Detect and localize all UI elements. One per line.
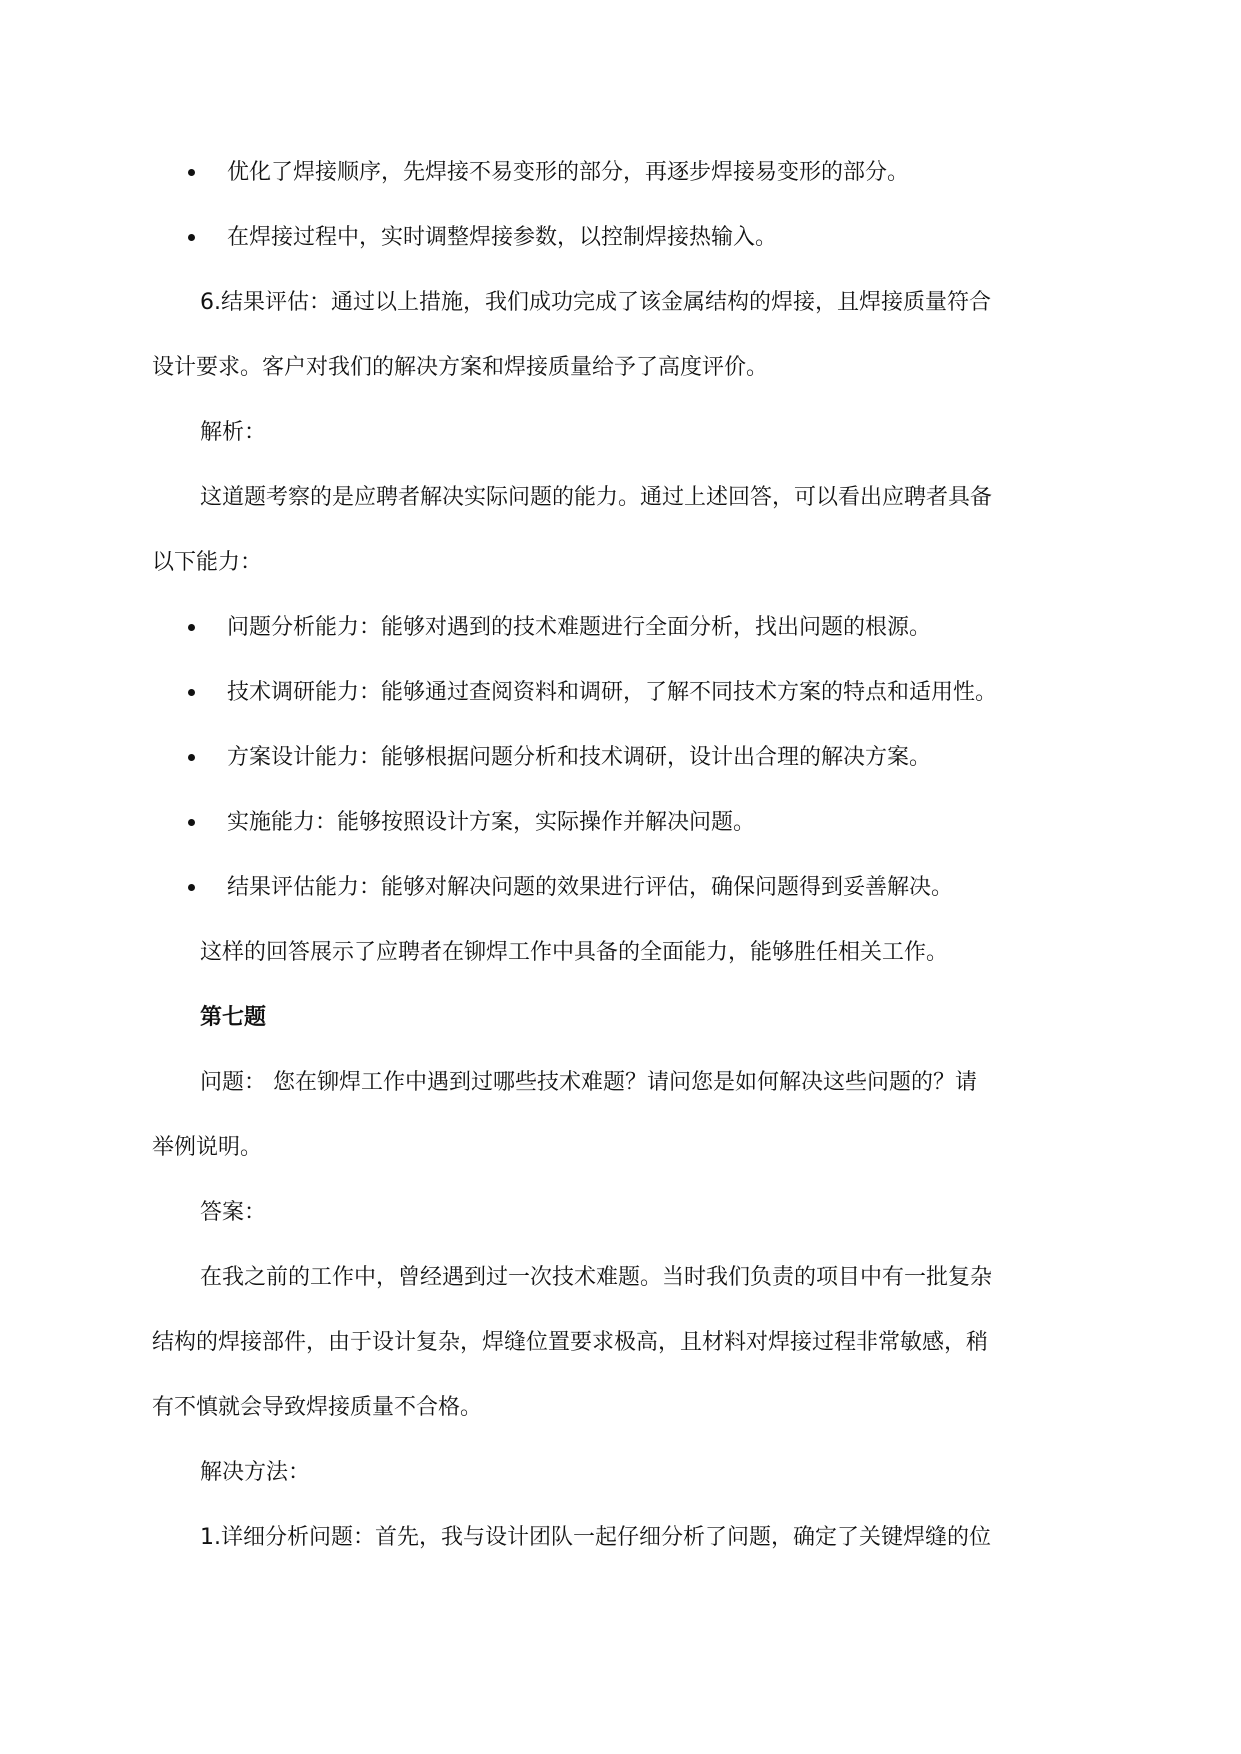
- list-item: [152, 595, 1094, 660]
- list-item: [152, 140, 1094, 205]
- list-item: [152, 725, 1094, 790]
- list-item: [152, 660, 1094, 725]
- answer-label: 答案：: [200, 1200, 267, 1225]
- list-item-text: 方案设计能力：能够根据问题分析和技术调研，设计出合理的解决方案。: [227, 745, 932, 770]
- question-line: 举例说明。: [152, 1135, 263, 1160]
- list-item-text: 优化了焊接顺序，先焊接不易变形的部分，再逐步焊接易变形的部分。: [227, 160, 910, 185]
- section-heading: 第七题: [200, 1004, 267, 1030]
- paragraph-line: 以下能力：: [152, 550, 263, 575]
- list-item: [152, 855, 1094, 920]
- paragraph-text: 详细分析问题：首先，我与设计团队一起仔细分析了问题，确定了关键焊缝的位: [221, 1525, 992, 1550]
- list-item-text: 技术调研能力：能够通过查阅资料和调研，了解不同技术方案的特点和适用性。: [227, 680, 998, 705]
- paragraph-text: 结果评估：通过以上措施，我们成功完成了该金属结构的焊接，且焊接质量符合: [221, 290, 992, 315]
- list-item-text: 实施能力：能够按照设计方案，实际操作并解决问题。: [227, 810, 756, 835]
- method-label: 解决方法：: [200, 1460, 311, 1485]
- analysis-label: 解析：: [200, 420, 267, 445]
- bullet-icon: [188, 234, 195, 241]
- summary-line: 这样的回答展示了应聘者在铆焊工作中具备的全面能力，能够胜任相关工作。: [200, 940, 949, 965]
- question-line: 问题： 您在铆焊工作中遇到过哪些技术难题？请问您是如何解决这些问题的？请: [200, 1070, 977, 1095]
- bullet-icon: [188, 884, 195, 891]
- list-item: [152, 205, 1094, 270]
- paragraph-line: 这道题考察的是应聘者解决实际问题的能力。通过上述回答，可以看出应聘者具备: [200, 485, 993, 510]
- list-item-text: 问题分析能力：能够对遇到的技术难题进行全面分析，找出问题的根源。: [227, 615, 932, 640]
- step-number: 1.: [200, 1525, 221, 1550]
- bullet-icon: [188, 689, 195, 696]
- page-content: [152, 140, 1094, 1570]
- result-paragraph-line: [152, 270, 1094, 335]
- bullet-icon: [188, 169, 195, 176]
- paragraph-line: 有不慎就会导致焊接质量不合格。: [152, 1395, 483, 1420]
- paragraph-line: 结构的焊接部件，由于设计复杂，焊缝位置要求极高，且材料对焊接过程非常敏感，稍: [152, 1330, 989, 1355]
- bullet-icon: [188, 624, 195, 631]
- paragraph-line: 设计要求。客户对我们的解决方案和焊接质量给予了高度评价。: [152, 355, 769, 380]
- list-item: [152, 790, 1094, 855]
- step-paragraph-line: [152, 1505, 1094, 1570]
- paragraph-line: 在我之前的工作中，曾经遇到过一次技术难题。当时我们负责的项目中有一批复杂: [200, 1265, 993, 1290]
- step-number: 6.: [200, 290, 221, 315]
- list-item-text: 在焊接过程中，实时调整焊接参数，以控制焊接热输入。: [227, 225, 778, 250]
- list-item-text: 结果评估能力：能够对解决问题的效果进行评估，确保问题得到妥善解决。: [227, 875, 954, 900]
- bullet-icon: [188, 819, 195, 826]
- bullet-icon: [188, 754, 195, 761]
